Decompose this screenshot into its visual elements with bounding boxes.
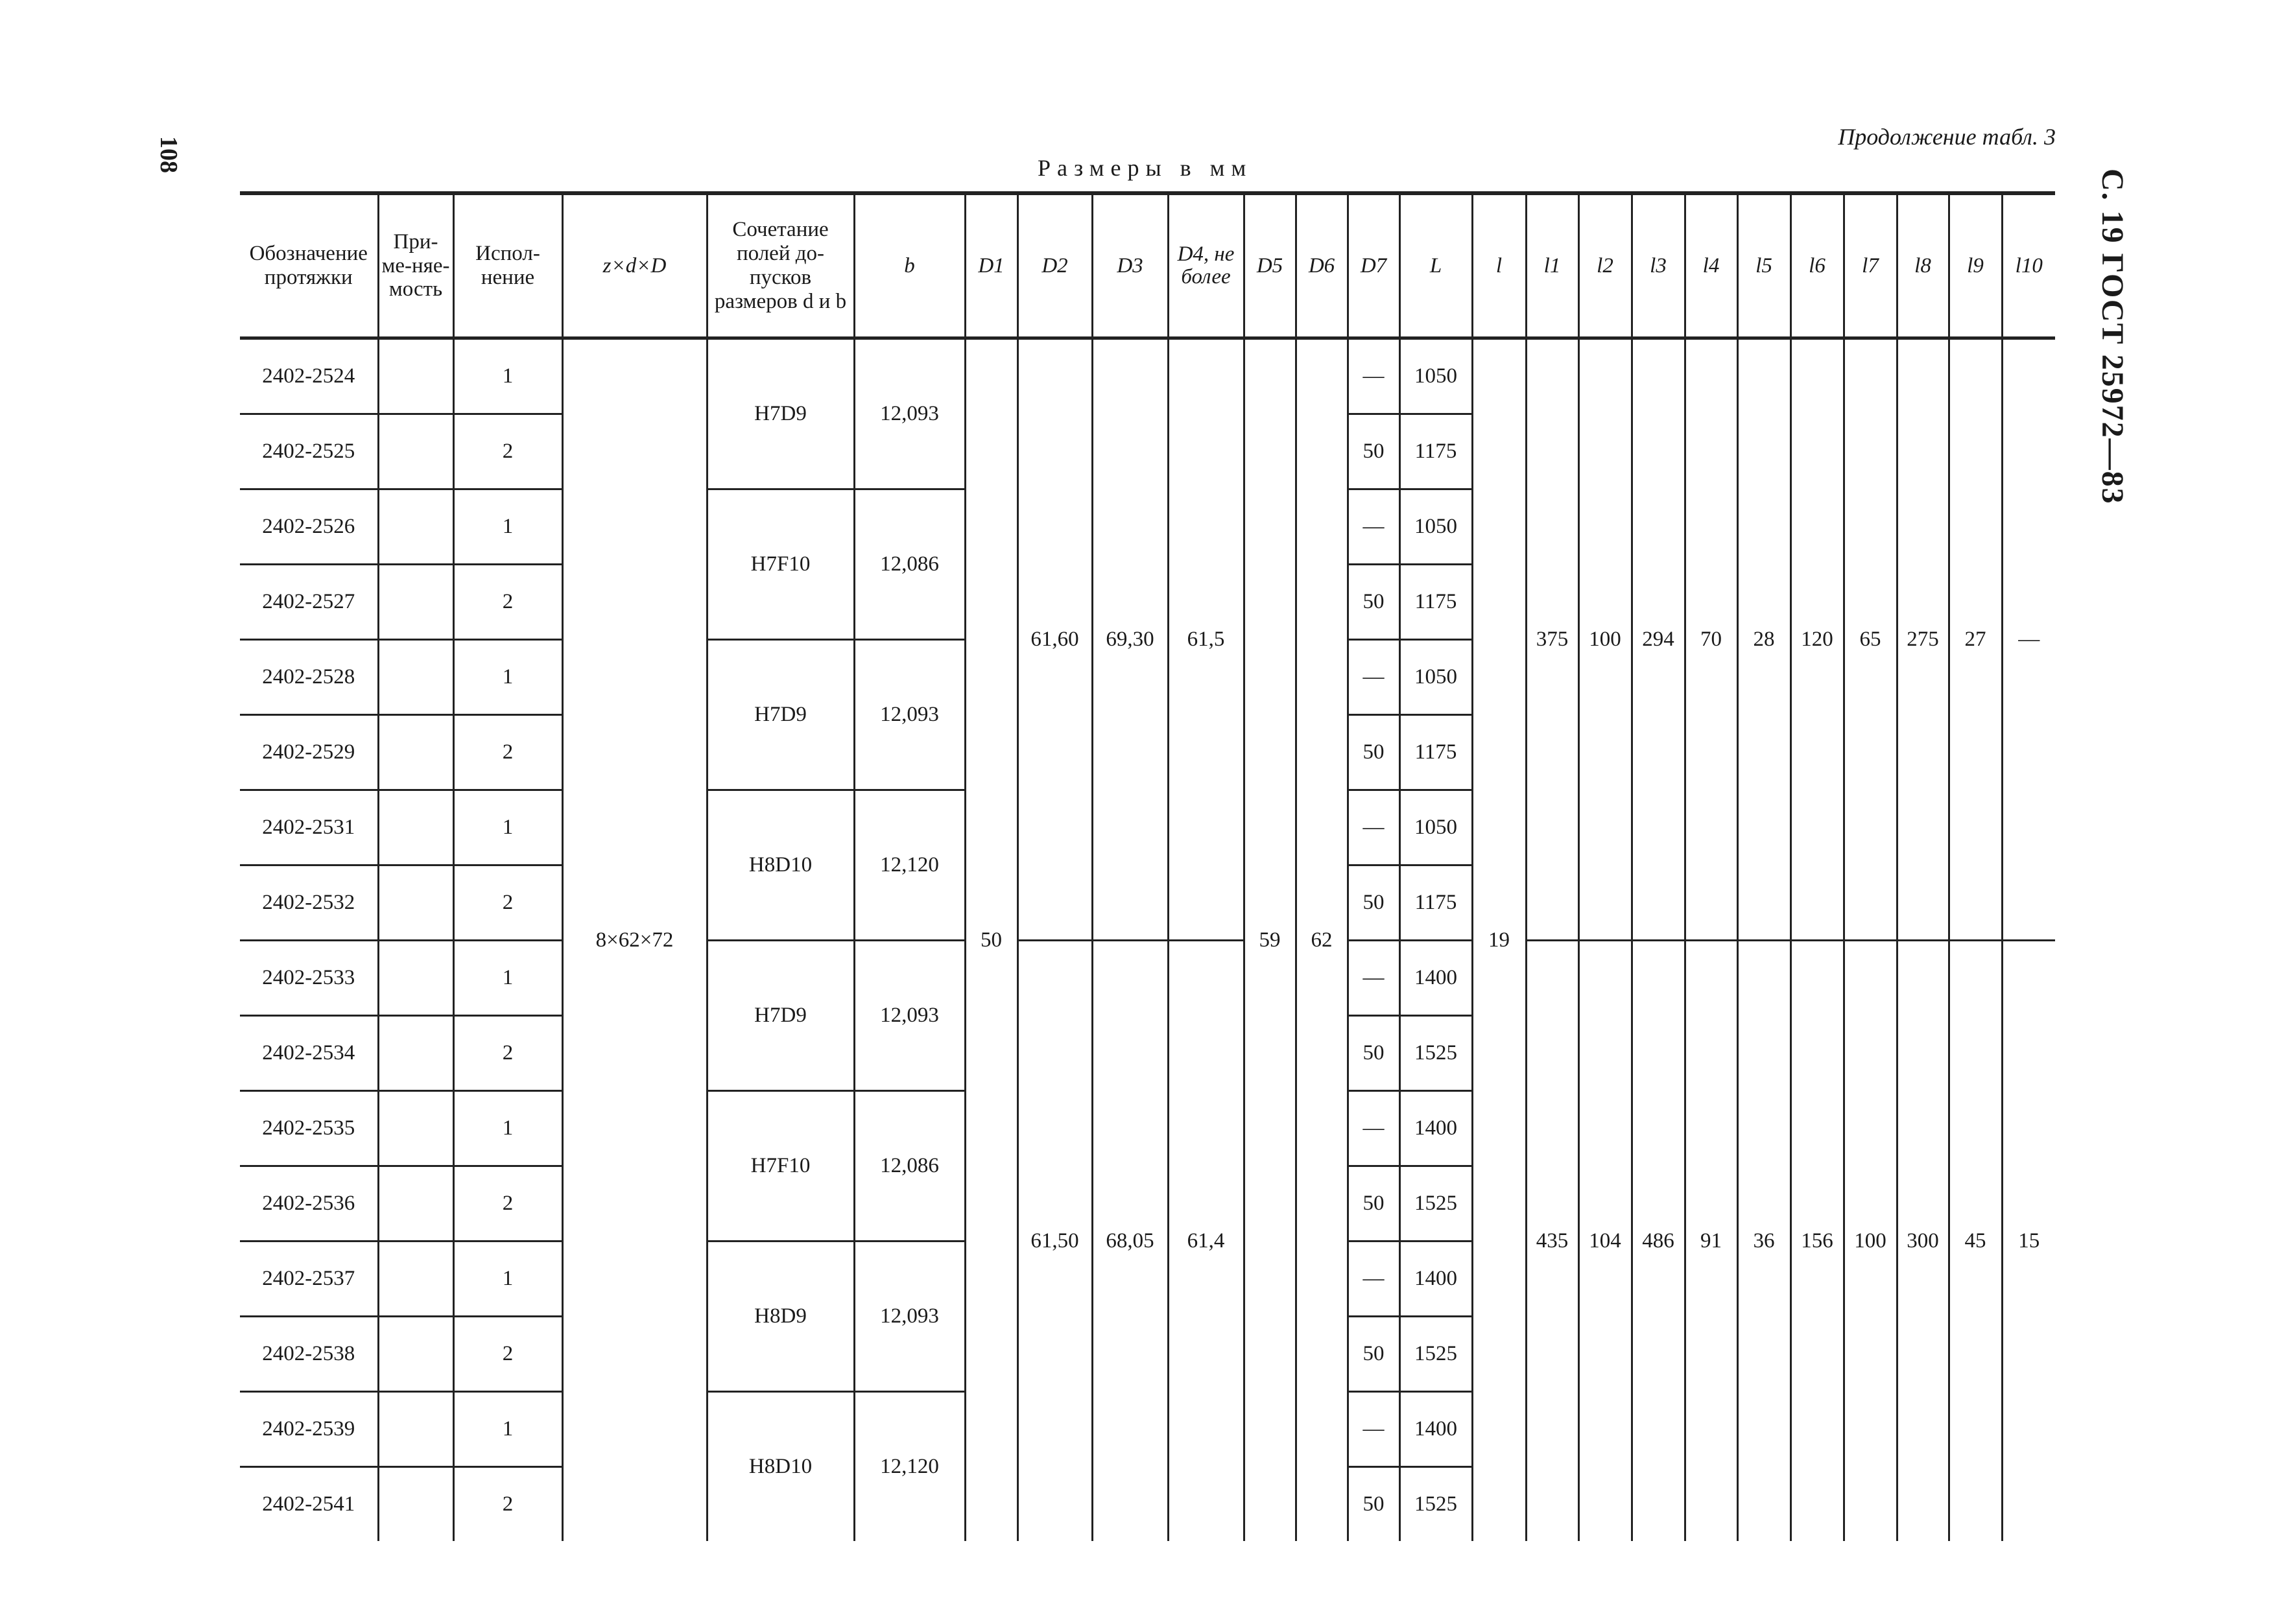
- cell-version: 1: [453, 489, 562, 565]
- cell-l4: 91: [1685, 941, 1737, 1542]
- units-caption: Размеры в мм: [1038, 155, 1253, 181]
- header-l10: [2002, 193, 2055, 338]
- cell-designation: 2402-2538: [240, 1317, 378, 1392]
- header-l10-label: l10: [2015, 253, 2043, 277]
- cell-D7: —: [1348, 790, 1399, 865]
- cell-designation: 2402-2533: [240, 941, 378, 1016]
- cell-version: 1: [453, 1392, 562, 1467]
- cell-applicability: [378, 715, 453, 790]
- cell-applicability: [378, 414, 453, 489]
- cell-D6: 62: [1296, 338, 1348, 1542]
- broach-dimensions-table: [240, 191, 2055, 1541]
- cell-tolerance: H8D10: [707, 790, 854, 941]
- cell-designation: 2402-2528: [240, 640, 378, 715]
- cell-D4: 61,4: [1168, 941, 1244, 1542]
- cell-l2: 104: [1578, 941, 1632, 1542]
- header-D1: [965, 193, 1017, 338]
- cell-version: 2: [453, 715, 562, 790]
- cell-version: 1: [453, 941, 562, 1016]
- cell-designation: 2402-2535: [240, 1091, 378, 1166]
- cell-b: 12,093: [854, 338, 965, 489]
- header-l5-label: l5: [1755, 253, 1772, 277]
- header-l7: [1844, 193, 1897, 338]
- cell-version: 2: [453, 565, 562, 640]
- cell-designation: 2402-2541: [240, 1467, 378, 1542]
- cell-l6: 156: [1790, 941, 1844, 1542]
- cell-applicability: [378, 640, 453, 715]
- cell-b: 12,120: [854, 790, 965, 941]
- document-code: С. 19 ГОСТ 25972—83: [2095, 169, 2130, 505]
- cell-l10: —: [2002, 338, 2055, 941]
- header-l1-label: l1: [1543, 253, 1561, 277]
- cell-tolerance: H7F10: [707, 1091, 854, 1242]
- cell-tolerance: H8D9: [707, 1242, 854, 1392]
- cell-version: 2: [453, 1016, 562, 1091]
- cell-l5: 36: [1737, 941, 1790, 1542]
- header-l7-label: l7: [1862, 253, 1879, 277]
- cell-version: 2: [453, 1467, 562, 1542]
- cell-l8: 300: [1897, 941, 1949, 1542]
- header-D2-label: D2: [1041, 253, 1068, 277]
- cell-L: 1400: [1399, 1392, 1472, 1467]
- cell-L: 1175: [1399, 414, 1472, 489]
- cell-tolerance: H7F10: [707, 489, 854, 640]
- cell-D7: —: [1348, 489, 1399, 565]
- header-D6: [1296, 193, 1348, 338]
- cell-L: 1175: [1399, 865, 1472, 941]
- cell-D7: 50: [1348, 715, 1399, 790]
- table-row: [240, 338, 2055, 414]
- cell-D7: —: [1348, 640, 1399, 715]
- header-l2: [1578, 193, 1632, 338]
- header-row: [240, 193, 2055, 338]
- cell-b: 12,086: [854, 1091, 965, 1242]
- cell-D7: 50: [1348, 865, 1399, 941]
- page-number: 108: [155, 136, 182, 173]
- header-l2-label: l2: [1597, 253, 1613, 277]
- header-zdD-label: z×d×D: [602, 253, 667, 277]
- header-D7-label: D7: [1360, 253, 1387, 277]
- cell-applicability: [378, 790, 453, 865]
- header-D4-label: D4, не более: [1177, 242, 1235, 288]
- cell-b: 12,093: [854, 1242, 965, 1392]
- cell-l7: 100: [1844, 941, 1897, 1542]
- cell-l1: 435: [1526, 941, 1578, 1542]
- cell-designation: 2402-2537: [240, 1242, 378, 1317]
- cell-l4: 70: [1685, 338, 1737, 941]
- cell-D7: —: [1348, 1392, 1399, 1467]
- cell-D4: 61,5: [1168, 338, 1244, 941]
- cell-l3: 486: [1632, 941, 1685, 1542]
- cell-version: 2: [453, 414, 562, 489]
- cell-L: 1400: [1399, 1091, 1472, 1166]
- cell-version: 1: [453, 1091, 562, 1166]
- cell-D7: —: [1348, 941, 1399, 1016]
- cell-applicability: [378, 565, 453, 640]
- cell-designation: 2402-2536: [240, 1166, 378, 1242]
- cell-applicability: [378, 1166, 453, 1242]
- cell-version: 1: [453, 1242, 562, 1317]
- cell-D7: 50: [1348, 1166, 1399, 1242]
- header-D7: [1348, 193, 1399, 338]
- cell-D7: 50: [1348, 414, 1399, 489]
- header-designation: Обозначение протяжки: [240, 193, 378, 338]
- cell-L: 1525: [1399, 1467, 1472, 1542]
- cell-D2: 61,50: [1017, 941, 1092, 1542]
- cell-D2: 61,60: [1017, 338, 1092, 941]
- header-L: [1399, 193, 1472, 338]
- cell-b: 12,120: [854, 1392, 965, 1542]
- cell-D7: —: [1348, 1091, 1399, 1166]
- cell-designation: 2402-2524: [240, 338, 378, 414]
- cell-l1: 375: [1526, 338, 1578, 941]
- header-L-label: L: [1429, 253, 1442, 277]
- cell-L: 1525: [1399, 1166, 1472, 1242]
- cell-designation: 2402-2534: [240, 1016, 378, 1091]
- header-D3: [1092, 193, 1168, 338]
- cell-L: 1525: [1399, 1016, 1472, 1091]
- cell-l8: 275: [1897, 338, 1949, 941]
- cell-l10: 15: [2002, 941, 2055, 1542]
- cell-L: 1050: [1399, 489, 1472, 565]
- cell-D7: 50: [1348, 1016, 1399, 1091]
- cell-designation: 2402-2531: [240, 790, 378, 865]
- cell-version: 1: [453, 790, 562, 865]
- cell-b: 12,093: [854, 640, 965, 790]
- cell-l9: 45: [1949, 941, 2002, 1542]
- header-D2: [1017, 193, 1092, 338]
- cell-applicability: [378, 1242, 453, 1317]
- header-D6-label: D6: [1308, 253, 1335, 277]
- cell-L: 1175: [1399, 565, 1472, 640]
- cell-D5: 59: [1244, 338, 1296, 1542]
- cell-D7: —: [1348, 338, 1399, 414]
- cell-tolerance: H8D10: [707, 1392, 854, 1542]
- cell-l5: 28: [1737, 338, 1790, 941]
- cell-version: 1: [453, 640, 562, 715]
- header-zdD: [562, 193, 707, 338]
- cell-applicability: [378, 338, 453, 414]
- header-l4-label: l4: [1702, 253, 1720, 277]
- header-l: [1472, 193, 1526, 338]
- header-l3-label: l3: [1650, 253, 1667, 277]
- header-applicability: При-ме-няе-мость: [378, 193, 453, 338]
- cell-applicability: [378, 865, 453, 941]
- cell-D7: —: [1348, 1242, 1399, 1317]
- header-tolerance: Сочетание полей до-пусков размеров d и b: [707, 193, 854, 338]
- cell-designation: 2402-2527: [240, 565, 378, 640]
- cell-L: 1050: [1399, 338, 1472, 414]
- header-D5: [1244, 193, 1296, 338]
- header-l9-label: l9: [1967, 253, 1984, 277]
- header-l6-label: l6: [1809, 253, 1826, 277]
- header-D1-label: D1: [978, 253, 1005, 277]
- cell-D7: 50: [1348, 1317, 1399, 1392]
- cell-l: 19: [1472, 338, 1526, 1542]
- header-D4: [1168, 193, 1244, 338]
- cell-designation: 2402-2539: [240, 1392, 378, 1467]
- cell-applicability: [378, 1467, 453, 1542]
- cell-applicability: [378, 1392, 453, 1467]
- header-D5-label: D5: [1256, 253, 1283, 277]
- cell-L: 1400: [1399, 1242, 1472, 1317]
- header-l3: [1632, 193, 1685, 338]
- cell-applicability: [378, 941, 453, 1016]
- cell-L: 1175: [1399, 715, 1472, 790]
- header-l4: [1685, 193, 1737, 338]
- header-l5: [1737, 193, 1790, 338]
- header-l8-label: l8: [1914, 253, 1931, 277]
- cell-D1: 50: [965, 338, 1017, 1542]
- header-version: Испол-нение: [453, 193, 562, 338]
- cell-D3: 69,30: [1092, 338, 1168, 941]
- cell-L: 1525: [1399, 1317, 1472, 1392]
- cell-designation: 2402-2529: [240, 715, 378, 790]
- header-l-label: l: [1495, 253, 1503, 277]
- cell-tolerance: H7D9: [707, 338, 854, 489]
- cell-D3: 68,05: [1092, 941, 1168, 1542]
- header-l1: [1526, 193, 1578, 338]
- cell-l6: 120: [1790, 338, 1844, 941]
- header-l9: [1949, 193, 2002, 338]
- cell-version: 2: [453, 865, 562, 941]
- header-D3-label: D3: [1117, 253, 1143, 277]
- cell-version: 2: [453, 1166, 562, 1242]
- header-b-label: b: [904, 253, 915, 277]
- table-body: [240, 338, 2055, 1542]
- cell-tolerance: H7D9: [707, 941, 854, 1091]
- cell-D7: 50: [1348, 565, 1399, 640]
- table-row: [240, 941, 2055, 1016]
- cell-zdD: 8×62×72: [562, 338, 707, 1542]
- cell-designation: 2402-2532: [240, 865, 378, 941]
- cell-b: 12,086: [854, 489, 965, 640]
- cell-version: 1: [453, 338, 562, 414]
- header-b: [854, 193, 965, 338]
- cell-b: 12,093: [854, 941, 965, 1091]
- header-l6: [1790, 193, 1844, 338]
- cell-l9: 27: [1949, 338, 2002, 941]
- cell-applicability: [378, 1317, 453, 1392]
- cell-designation: 2402-2525: [240, 414, 378, 489]
- cell-l3: 294: [1632, 338, 1685, 941]
- cell-tolerance: H7D9: [707, 640, 854, 790]
- cell-applicability: [378, 1016, 453, 1091]
- cell-L: 1050: [1399, 640, 1472, 715]
- cell-applicability: [378, 489, 453, 565]
- cell-l7: 65: [1844, 338, 1897, 941]
- header-l8: [1897, 193, 1949, 338]
- table-continuation-note: Продолжение табл. 3: [1838, 124, 2056, 150]
- cell-version: 2: [453, 1317, 562, 1392]
- cell-L: 1400: [1399, 941, 1472, 1016]
- cell-D7: 50: [1348, 1467, 1399, 1542]
- cell-L: 1050: [1399, 790, 1472, 865]
- cell-l2: 100: [1578, 338, 1632, 941]
- cell-applicability: [378, 1091, 453, 1166]
- cell-designation: 2402-2526: [240, 489, 378, 565]
